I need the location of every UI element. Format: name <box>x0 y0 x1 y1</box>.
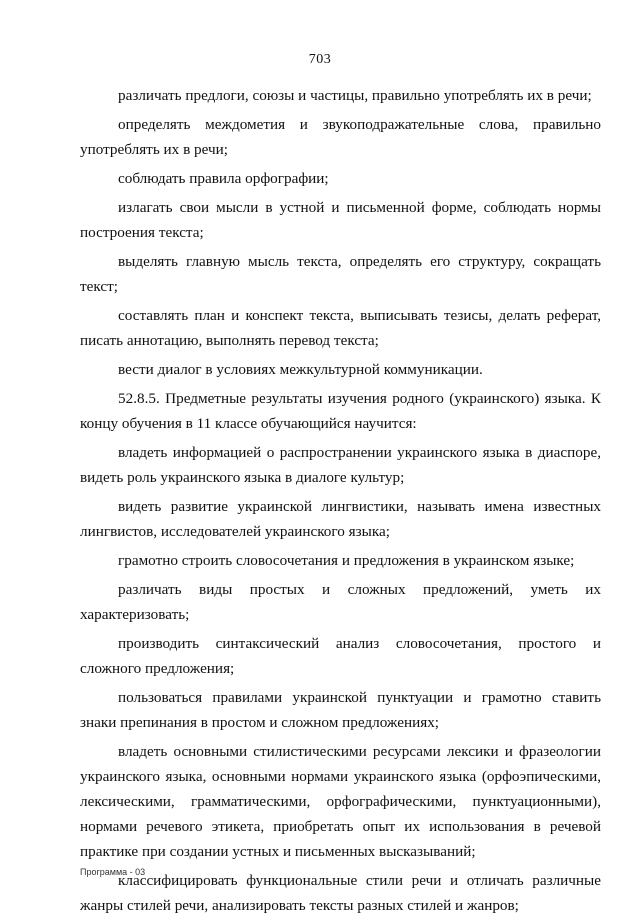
paragraph: классифицировать функциональные стили речи и отличать различные жанры стилей речи, анализировать тексты разных стилей и жанров; <box>80 872 601 914</box>
paragraph: владеть основными стилистическими ресурсами лексики и фразеологии украинского языка, основными нормами украинского языка (орфоэпическими, лексическими, грамматическими, орфографическими, пунктуационными), нормами речевого этикета, приобретать опыт их использования в речевой практике при создании устных и письменных высказываний; <box>80 743 601 860</box>
paragraph: грамотно строить словосочетания и предложения в украинском языке; <box>118 552 575 569</box>
footer-label: Программа - 03 <box>80 867 146 877</box>
paragraph: пользоваться правилами украинской пунктуации и грамотно ставить знаки препинания в простом и сложном предложениях; <box>80 689 601 731</box>
page-number: 703 <box>308 52 332 67</box>
paragraph: различать виды простых и сложных предложений, уметь их характеризовать; <box>80 581 601 623</box>
paragraph: соблюдать правила орфографии; <box>118 170 329 187</box>
paragraph: видеть развитие украинской лингвистики, называть имена известных лингвистов, исследователей украинского языка; <box>80 498 601 540</box>
paragraph: выделять главную мысль текста, определять его структуру, сокращать текст; <box>80 253 601 295</box>
paragraph: составлять план и конспект текста, выписывать тезисы, делать реферат, писать аннотацию, выполнять перевод текста; <box>80 307 601 349</box>
paragraph: вести диалог в условиях межкультурной коммуникации. <box>118 361 483 378</box>
paragraph: владеть информацией о распространении украинского языка в диаспоре, видеть роль украинского языка в диалоге культур; <box>80 444 601 486</box>
paragraph: определять междометия и звукоподражательные слова, правильно употреблять их в речи; <box>80 116 601 158</box>
paragraph: производить синтаксический анализ словосочетания, простого и сложного предложения; <box>80 635 601 677</box>
paragraph: излагать свои мысли в устной и письменной форме, соблюдать нормы построения текста; <box>80 199 601 241</box>
paragraph: различать предлоги, союзы и частицы, правильно употреблять их в речи; <box>118 87 592 104</box>
body-text <box>80 83 601 922</box>
section-heading-paragraph: 52.8.5. Предметные результаты изучения родного (украинского) языка. К концу обучения в 11 классе обучающийся научится: <box>80 390 601 432</box>
